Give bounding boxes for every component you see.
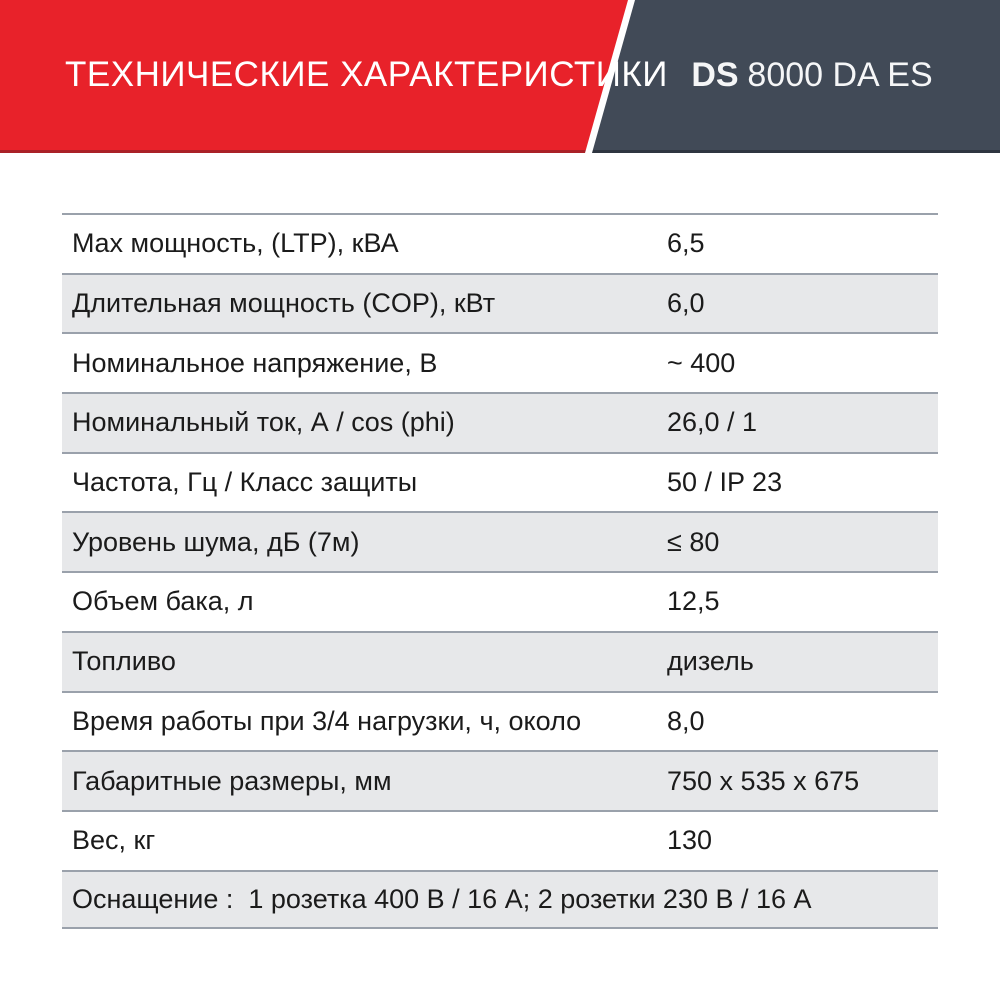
spec-label: Max мощность, (LTP), кВА (72, 228, 399, 259)
spec-label: Номинальный ток, А / cos (phi) (72, 407, 455, 438)
spec-value: ≤ 80 (667, 526, 720, 557)
model-label (640, 0, 984, 150)
spec-label: Длительная мощность (COP), кВт (72, 288, 496, 319)
table-row (62, 750, 938, 810)
spec-value: 6,0 (667, 288, 705, 319)
table-row (62, 452, 938, 512)
header-banner (0, 0, 1000, 153)
table-row (62, 332, 938, 392)
spec-value: 50 / IP 23 (667, 467, 783, 498)
spec-value: 130 (667, 825, 713, 856)
table-row (62, 511, 938, 571)
table-row (62, 691, 938, 751)
spec-value: 750 x 535 x 675 (667, 765, 860, 796)
spec-value: 26,0 / 1 (667, 407, 758, 438)
spec-label: Вес, кг (72, 825, 156, 856)
table-row (62, 392, 938, 452)
model-series: 8000 DA ES (747, 55, 933, 94)
spec-value: 12,5 (667, 586, 720, 617)
spec-label: Уровень шума, дБ (7м) (72, 526, 360, 557)
spec-label: Оснащение : 1 розетка 400 В / 16 А; 2 розетки 230 В / 16 А (72, 883, 812, 914)
spec-label: Габаритные размеры, мм (72, 765, 392, 796)
table-row (62, 273, 938, 333)
spec-value: дизель (667, 646, 754, 677)
spec-value: 6,5 (667, 228, 705, 259)
spec-label: Номинальное напряжение, В (72, 347, 438, 378)
model-brand: DS (691, 55, 739, 94)
spec-label: Время работы при 3/4 нагрузки, ч, около (72, 705, 582, 736)
spec-label: Объем бака, л (72, 586, 254, 617)
table-row (62, 571, 938, 631)
table-row (62, 810, 938, 870)
table-row (62, 631, 938, 691)
spec-table (62, 213, 938, 929)
table-row (62, 213, 938, 273)
spec-label: Частота, Гц / Класс защиты (72, 467, 418, 498)
spec-value: ~ 400 (667, 347, 736, 378)
spec-label: Топливо (72, 646, 176, 677)
equipment-row (62, 870, 938, 930)
spec-value: 8,0 (667, 705, 705, 736)
page-title: ТЕХНИЧЕСКИЕ ХАРАКТЕРИСТИКИ (65, 55, 668, 94)
